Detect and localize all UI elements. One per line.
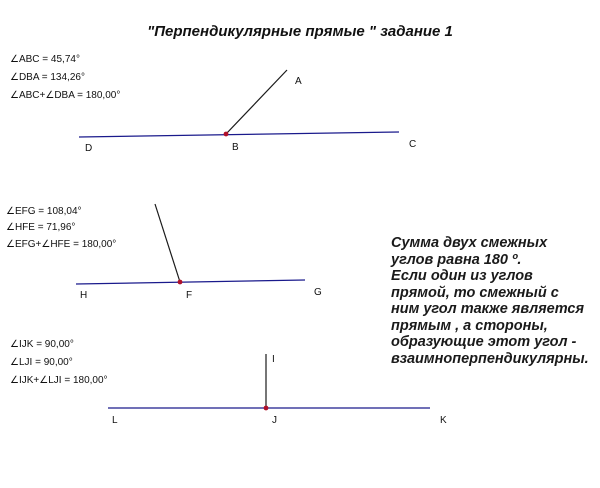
point-b	[224, 132, 229, 137]
note-line: прямым , а стороны,	[391, 317, 548, 334]
ray-fe	[155, 204, 180, 282]
note-line: углов равна 180 º.	[391, 251, 522, 268]
label-h: H	[80, 290, 88, 301]
measure-dba: ∠DBA = 134,26°	[10, 72, 85, 83]
note-line: Сумма двух смежных	[391, 235, 548, 251]
label-f: F	[186, 290, 193, 301]
note-line: прямой, то смежный с	[391, 284, 559, 301]
label-d: D	[85, 143, 93, 154]
label-l: L	[112, 415, 118, 426]
page-title: "Перпендикулярные прямые " задание 1	[147, 23, 453, 40]
measure-sum-3: ∠IJK+∠LJI = 180,00°	[10, 375, 108, 386]
label-g: G	[314, 287, 322, 298]
label-k: K	[440, 415, 447, 426]
measure-sum-1: ∠ABC+∠DBA = 180,00°	[10, 90, 121, 101]
label-c: C	[409, 139, 417, 150]
note-line: ним угол также является	[391, 301, 585, 317]
measure-efg: ∠EFG = 108,04°	[6, 206, 82, 217]
measure-sum-2: ∠EFG+∠HFE = 180,00°	[6, 239, 117, 250]
line-dc	[79, 132, 399, 137]
measure-hfe: ∠HFE = 71,96°	[6, 222, 76, 233]
note-line: Если один из углов	[391, 268, 533, 284]
explanation-note	[391, 235, 600, 367]
point-j	[264, 406, 269, 411]
label-j: J	[272, 415, 277, 426]
ray-ba	[226, 70, 287, 134]
label-b: B	[232, 142, 239, 153]
label-a: A	[295, 76, 302, 87]
label-i: I	[272, 354, 275, 365]
measure-lji: ∠LJI = 90,00°	[10, 357, 73, 368]
note-line: взаимноперпендикулярны.	[391, 350, 589, 367]
line-hg	[76, 280, 305, 284]
point-f	[178, 280, 183, 285]
note-line: образующие этот угол -	[391, 334, 577, 350]
measure-ijk: ∠IJK = 90,00°	[10, 339, 74, 350]
measure-abc: ∠ABC = 45,74°	[10, 54, 80, 65]
